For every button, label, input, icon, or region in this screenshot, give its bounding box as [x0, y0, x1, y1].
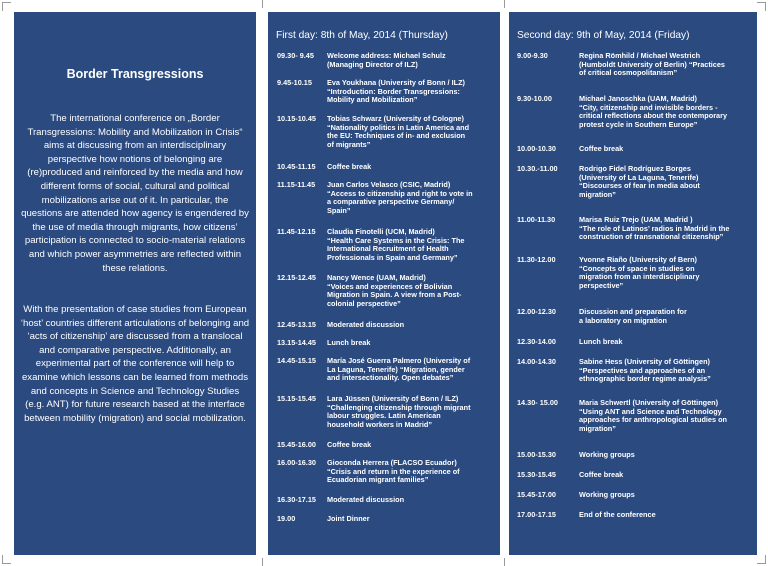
time-slot: 11.30-12.00	[517, 255, 556, 264]
schedule-row	[517, 338, 754, 347]
session-description: Michael Janoschka (UAM, Madrid) “City, citizenship and invisible borders - critical reflections about the contemporary protest cycle in Southern Europe”	[579, 94, 728, 129]
time-slot: 16.30-17.15	[277, 495, 316, 504]
time-slot: 12.30-14.00	[517, 337, 556, 346]
schedule-row	[517, 451, 754, 460]
time-slot: 17.00-17.15	[517, 510, 556, 519]
fold-mark	[504, 0, 505, 8]
time-slot: 11.15-11.45	[277, 180, 316, 189]
conference-title: Border Transgressions	[66, 67, 204, 81]
session-description: Claudia Finotelli (UCM, Madrid) “Health Care Systems in the Crisis: The International Recruitment of Health Professionals in Spain and Germany”	[327, 227, 465, 262]
schedule-row	[517, 165, 754, 199]
schedule-row	[277, 228, 497, 262]
schedule-row	[277, 163, 497, 172]
time-slot: 15.45-16.00	[277, 440, 316, 449]
schedule-row	[517, 216, 754, 242]
time-slot: 11.00-11.30	[517, 215, 556, 224]
session-description: Sabine Hess (University of Göttingen) “Perspectives and approaches of an ethnographic border regime analysis”	[579, 357, 711, 383]
day1-heading: First day: 8th of May, 2014 (Thursday)	[276, 30, 448, 41]
session-description: Lunch break	[579, 337, 623, 346]
crop-mark	[757, 2, 766, 11]
session-description: Coffee break	[327, 162, 372, 171]
session-description: Regina Römhild / Michael Westrich (Humboldt University of Berlin) “Practices of critical cosmopolitanism”	[579, 51, 725, 77]
schedule-row	[277, 115, 497, 149]
schedule-row	[277, 496, 497, 505]
schedule-row	[277, 274, 497, 308]
fold-mark	[262, 0, 263, 8]
session-description: Discussion and preparation for a laboratory on migration	[579, 307, 687, 325]
day1-panel	[268, 12, 500, 555]
time-slot: 15.30-15.45	[517, 470, 556, 479]
time-slot: 9.30-10.00	[517, 94, 552, 103]
schedule-row	[277, 515, 497, 524]
schedule-row	[277, 441, 497, 450]
schedule-row	[517, 399, 754, 433]
schedule-row	[517, 256, 754, 290]
schedule-row	[277, 459, 497, 485]
session-description: Eva Youkhana (University of Bonn / ILZ) “Introduction: Border Transgressions: Mobility and Mobilization”	[327, 78, 465, 104]
time-slot: 10.00-10.30	[517, 144, 556, 153]
time-slot: 14.00-14.30	[517, 357, 556, 366]
session-description: End of the conference	[579, 510, 656, 519]
crop-mark	[2, 555, 11, 564]
time-slot: 15.00-15.30	[517, 450, 556, 459]
time-slot: 14.30- 15.00	[517, 398, 558, 407]
session-description: Maria Schwertl (University of Göttingen) “Using ANT and Science and Technology approaches for anthropological studies on migration”	[579, 398, 727, 433]
session-description: Tobias Schwarz (University of Cologne) “Nationality politics in Latin America and the EU: Techniques of in- and exclusion of migrants”	[327, 114, 470, 149]
schedule-row	[277, 339, 497, 348]
schedule-row	[277, 79, 497, 105]
schedule-row	[277, 395, 497, 429]
crop-mark	[2, 2, 11, 11]
time-slot: 15.45-17.00	[517, 490, 556, 499]
fold-mark	[262, 558, 263, 566]
session-description: Welcome address: Michael Schulz (Managing Director of ILZ)	[327, 51, 446, 69]
session-description: Juan Carlos Velasco (CSIC, Madrid) “Access to citizenship and right to vote in a comparative perspective Germany/ Spain”	[327, 180, 473, 215]
session-description: Working groups	[579, 450, 635, 459]
time-slot: 12.15-12.45	[277, 273, 316, 282]
time-slot: 15.15-15.45	[277, 394, 316, 403]
session-description: Joint Dinner	[327, 514, 370, 523]
time-slot: 11.45-12.15	[277, 227, 316, 236]
session-description: Marisa Ruiz Trejo (UAM, Madrid ) “The role of Latinos’ radios in Madrid in the construction of transnational citizenship”	[579, 215, 730, 241]
schedule-row	[277, 181, 497, 215]
time-slot: 9.00-9.30	[517, 51, 548, 60]
session-description: Gioconda Herrera (FLACSO Ecuador) “Crisis and return in the experience of Ecuadorian migrant families”	[327, 458, 460, 484]
day2-panel	[509, 12, 757, 555]
session-description: Nancy Wence (UAM, Madrid) “Voices and experiences of Bolivian Migration in Spain. A view from a Post- colonial perspective”	[327, 273, 462, 308]
session-description: Coffee break	[579, 144, 624, 153]
time-slot: 10.45-11.15	[277, 162, 316, 171]
schedule-row	[517, 308, 754, 325]
session-description: Coffee break	[579, 470, 624, 479]
session-description: Lunch break	[327, 338, 371, 347]
time-slot: 10.15-10.45	[277, 114, 316, 123]
crop-mark	[757, 555, 766, 564]
intro-paragraph-2: With the presentation of case studies from European ‘host’ countries different articulations of belonging and ‘acts of citizenship’ are discussed from a translocal and comparative perspective. Additionally, an experimental part of the conference will help to examine which lessons can be learned from methods and concepts in Science and Technology Studies (e.g. ANT) for future research based at the interface between mobility (migration) and social mobilization.	[20, 304, 250, 424]
schedule-row	[277, 52, 497, 69]
time-slot: 9.45-10.15	[277, 78, 312, 87]
session-description: Moderated discussion	[327, 495, 405, 504]
intro-panel	[14, 12, 256, 555]
time-slot: 16.00-16.30	[277, 458, 316, 467]
session-description: María José Guerra Palmero (University of La Laguna, Tenerife) “Migration, gender and intersectionality. Open debates”	[327, 356, 471, 382]
time-slot: 12.00-12.30	[517, 307, 556, 316]
schedule-row	[517, 511, 754, 520]
time-slot: 10.30.-11.00	[517, 164, 558, 173]
schedule-row	[517, 145, 754, 154]
schedule-row	[517, 358, 754, 384]
session-description: Working groups	[579, 490, 635, 499]
schedule-row	[277, 357, 497, 383]
time-slot: 09.30- 9.45	[277, 51, 314, 60]
schedule-row	[277, 321, 497, 330]
session-description: Coffee break	[327, 440, 372, 449]
intro-paragraph-1: The international conference on „Border Transgressions: Mobility and Mobilization in Crisis“ aims at discussing from an interdisciplinary perspective how notions of belonging are (re)produced and reinforced by the media and how different forms of social, cultural and political mobilizations arise out of it. In particular, the questions are attended how agency is engendered by the use of media through migrants, how citizens’ participation is connected to socio-material relations and which power asymmetries are reflected within these relations.	[21, 113, 249, 274]
day2-heading: Second day: 9th of May, 2014 (Friday)	[517, 30, 690, 41]
session-description: Lara Jüssen (University of Bonn / ILZ) “Challenging citizenship through migrant labour struggles. Latin American household workers in Madrid”	[327, 394, 471, 429]
schedule-row	[517, 95, 754, 129]
time-slot: 19.00	[277, 514, 296, 523]
session-description: Rodrigo Fidel Rodríguez Borges (University of La Laguna, Tenerife) “Discourses of fear in media about migration”	[579, 164, 700, 199]
session-description: Moderated discussion	[327, 320, 405, 329]
time-slot: 12.45-13.15	[277, 320, 316, 329]
session-description: Yvonne Riaño (University of Bern) “Concepts of space in studies on migration from an interdisciplinary perspective”	[579, 255, 700, 290]
time-slot: 14.45-15.15	[277, 356, 316, 365]
schedule-row	[517, 491, 754, 500]
time-slot: 13.15-14.45	[277, 338, 316, 347]
fold-mark	[504, 558, 505, 566]
schedule-row	[517, 52, 754, 78]
schedule-row	[517, 471, 754, 480]
